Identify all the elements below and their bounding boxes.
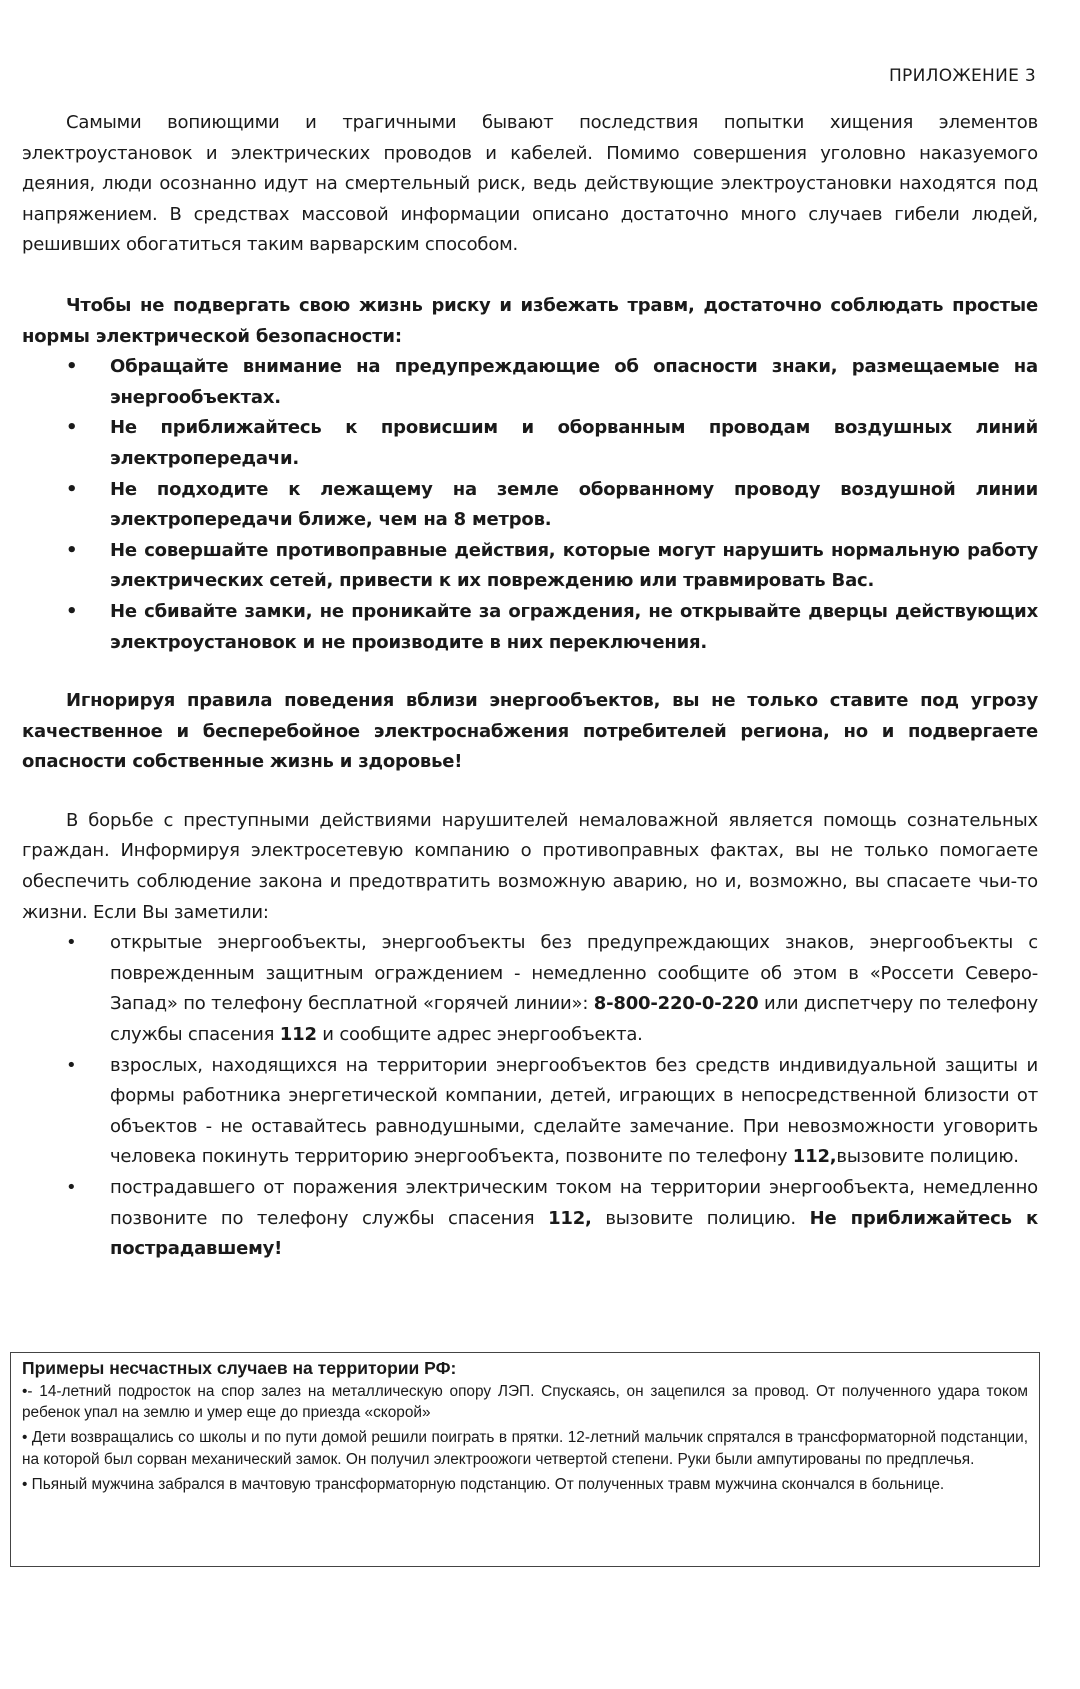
report-item <box>22 1051 1038 1173</box>
report-item <box>22 1173 1038 1265</box>
help-paragraph: В борьбе с преступными действиями нарушителей немаловажной является помощь сознательных граждан. Информируя электросетевую компанию о противоправных фактах, вы не только помогаете обеспечить соблюдение закона и предотвратить возможную аварию, но и, возможно, вы спасаете чьи-то жизни. Если Вы заметили: <box>22 809 1038 923</box>
emergency-number: 112, <box>548 1207 592 1229</box>
intro-paragraph: Самыми вопиющими и трагичными бывают последствия попытки хищения элементов электроустановок и электрических проводов и кабелей. Помимо совершения уголовно наказуемого деяния, люди осознанно идут на смертельный риск, ведь действующие электроустановки находятся под напряжением. В средствах массовой информации описано достаточно много случаев гибели людей, решивших обогатиться таким варварским способом. <box>22 112 1038 256</box>
bullet-icon: • <box>66 356 78 378</box>
bullet-icon: • <box>66 1054 77 1076</box>
hotline-number: 8-800-220-0-220 <box>593 993 759 1015</box>
example-item: •- 14-летний подросток на спор залез на металлическую опору ЛЭП. Спускаясь, он зацепился за провод. От полученного удара током ребенок упал на землю и умер еще до приезда «скорой» <box>22 1383 1028 1422</box>
example-item: • Пьяный мужчина забрался в мачтовую трансформаторную подстанцию. От полученных травм мужчина скончался в больнице. <box>22 1475 945 1493</box>
rule-item <box>22 597 1038 658</box>
report-text: вызовите полицию. <box>591 1207 810 1229</box>
bullet-icon: • <box>66 539 78 561</box>
rule-text: Не приближайтесь к провисшим и оборванным проводам воздушных линий электропередачи. <box>110 417 1038 469</box>
rule-text: Обращайте внимание на предупреждающие об опасности знаки, размещаемые на энергообъектах. <box>110 356 1038 408</box>
warning-paragraph: Игнорируя правила поведения вблизи энергообъектов, вы не только ставите под угрозу качественное и бесперебойное электроснабжения потребителей региона, но и подвергаете опасности собственные жизнь и здоровье! <box>22 690 1038 773</box>
report-text: или диспетчеру по телефону службы спасения <box>110 993 1038 1046</box>
bullet-icon: • <box>66 478 78 500</box>
bullet-icon: • <box>66 932 77 954</box>
bullet-icon: • <box>66 1177 77 1198</box>
rule-item <box>22 413 1038 474</box>
report-text: открытые энергообъекты, энергообъекты без предупреждающих знаков, энергообъекты с поврежденным защитным ограждением - немедленно сообщите об этом в «Россети Северо-Запад» по телефону бесплатной «горячей линии»: <box>110 932 1038 1015</box>
report-text: и сообщите адрес энергообъекта. <box>316 1024 643 1046</box>
final-warning: Не приближайтесь к пострадавшему! <box>110 1207 1038 1260</box>
report-text: взрослых, находящихся на территории энергообъектов без средств индивидуальной защиты и формы работника энергетической компании, детей, играющих в непосредственной близости от объектов - не оставайтесь равнодушными, сделайте замечание. При невозможности уговорить человека покинуть территорию энергообъекта, позвоните по телефону <box>110 1054 1038 1168</box>
examples-title: Примеры несчастных случаев на территории РФ: <box>22 1358 457 1378</box>
rule-item <box>22 536 1038 597</box>
bullet-icon: • <box>66 417 78 439</box>
rule-text: Не подходите к лежащему на земле оборванному проводу воздушной линии электропередачи ближе, чем на 8 метров. <box>110 478 1038 531</box>
rule-item <box>22 475 1038 536</box>
rule-item <box>22 352 1038 413</box>
example-item: • Дети возвращались со школы и по пути домой решили поиграть в прятки. 12-летний мальчик спрятался в трансформаторной подстанции, на которой был сорван механический замок. Он получил электроожоги четвертой степени. Руки были ампутированы по предплечья. <box>22 1429 1028 1468</box>
emergency-number: 112, <box>792 1146 837 1168</box>
report-item <box>22 928 1038 1050</box>
examples-box <box>10 1352 1040 1567</box>
rules-list <box>22 352 1038 658</box>
report-text: вызовите полицию. <box>836 1146 1019 1168</box>
report-text: пострадавшего от поражения электрическим током на территории энергообъекта, немедленно позвоните по телефону службы спасения <box>110 1177 1038 1229</box>
rules-heading: Чтобы не подвергать свою жизнь риску и избежать травм, достаточно соблюдать простые нормы электрической безопасности: <box>22 294 1038 347</box>
rule-text: Не совершайте противоправные действия, которые могут нарушить нормальную работу электрических сетей, привести к их повреждению или травмировать Вас. <box>110 539 1038 592</box>
appendix-label: ПРИЛОЖЕНИЕ 3 <box>888 66 1036 86</box>
rule-text: Не сбивайте замки, не проникайте за ограждения, не открывайте дверцы действующих электроустановок и не производите в них переключения. <box>110 600 1038 653</box>
emergency-number: 112 <box>279 1024 317 1046</box>
report-list <box>22 928 1038 1265</box>
bullet-icon: • <box>66 600 78 622</box>
document-body <box>22 108 1038 1265</box>
